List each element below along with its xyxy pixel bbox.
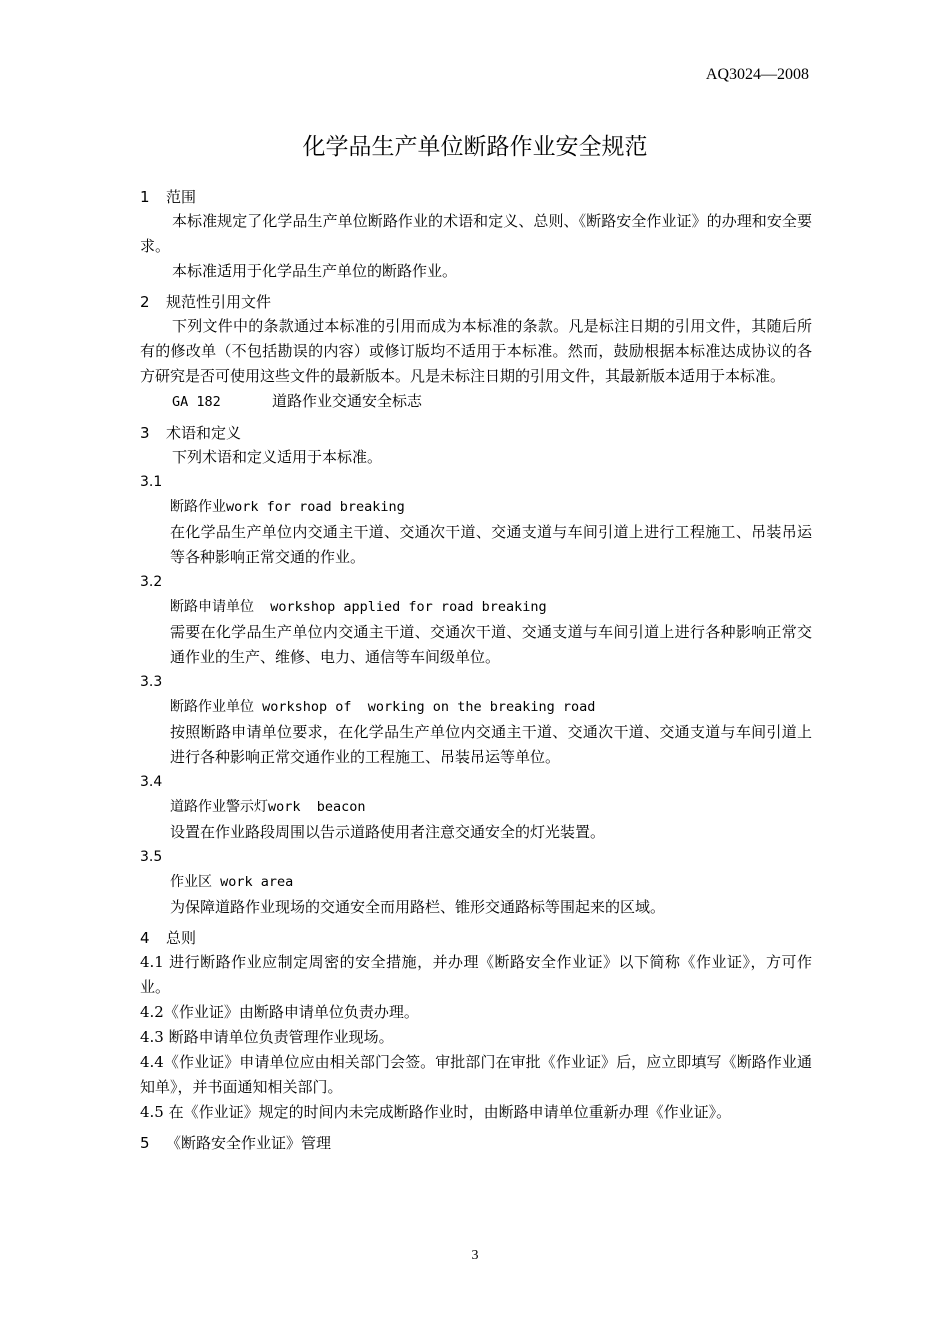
section-5-heading [140, 1131, 812, 1155]
document-body [140, 185, 812, 1155]
term-definition: 按照断路申请单位要求，在化学品生产单位内交通主干道、交通次干道、交通支道与车间引道上进行各种影响正常交通作业的工程施工、吊装吊运等单位。 [170, 723, 812, 766]
paragraph: 本标准规定了化学品生产单位断路作业的术语和定义、总则、《断路安全作业证》的办理和安全要求。 [140, 212, 812, 255]
section-3-heading [140, 421, 812, 445]
term-en: work beacon [268, 799, 366, 815]
section-4-heading [140, 926, 812, 950]
term-entry [140, 495, 812, 520]
clause-item: 4.5 在《作业证》规定的时间内未完成断路作业时，由断路申请单位重新办理《作业证》。 [140, 1103, 732, 1121]
term-definition: 需要在化学品生产单位内交通主干道、交通次干道、交通支道与车间引道上进行各种影响正常交通作业的生产、维修、电力、通信等车间级单位。 [170, 623, 812, 666]
term-definition: 在化学品生产单位内交通主干道、交通次干道、交通支道与车间引道上进行工程施工、吊装吊运等各种影响正常交通的作业。 [170, 523, 812, 566]
term-number: 3.3 [140, 674, 163, 690]
clause-item: 4.3 断路申请单位负责管理作业现场。 [140, 1028, 394, 1046]
reference-code: GA 182 [172, 394, 221, 410]
paragraph: 下列术语和定义适用于本标准。 [172, 448, 383, 466]
clause-item: 4.1 进行断路作业应制定周密的安全措施，并办理《断路安全作业证》以下简称《作业证》，方可作业。 [140, 953, 812, 996]
term-number: 3.4 [140, 774, 163, 790]
term-zh: 断路作业单位 [170, 699, 254, 715]
section-number: 1 [140, 188, 150, 206]
term-entry [140, 695, 812, 720]
section-title: 《断路安全作业证》管理 [166, 1134, 332, 1152]
term-entry [140, 595, 812, 620]
term-en: workshop applied for road breaking [254, 599, 547, 615]
section-number: 3 [140, 424, 150, 442]
term-en: work area [212, 874, 294, 890]
term-definition: 设置在作业路段周围以告示道路使用者注意交通安全的灯光装置。 [170, 823, 606, 841]
term-en: workshop of working on the breaking road [254, 699, 596, 715]
term-zh: 道路作业警示灯 [170, 799, 268, 815]
section-title: 术语和定义 [166, 424, 242, 442]
paragraph: 本标准适用于化学品生产单位的断路作业。 [172, 262, 458, 280]
clause-item: 4.4《作业证》申请单位应由相关部门会签。审批部门在审批《作业证》后，应立即填写《断路作业通知单》，并书面通知相关部门。 [140, 1053, 812, 1096]
section-2-heading [140, 290, 812, 314]
term-entry [140, 795, 812, 820]
term-definition: 为保障道路作业现场的交通安全而用路栏、锥形交通路标等围起来的区域。 [170, 898, 666, 916]
term-number: 3.1 [140, 474, 163, 490]
section-number: 4 [140, 929, 150, 947]
term-zh: 断路作业 [170, 499, 226, 515]
section-number: 2 [140, 293, 150, 311]
document-title: 化学品生产单位断路作业安全规范 [302, 134, 648, 160]
term-zh: 作业区 [170, 874, 212, 890]
normative-reference [140, 389, 812, 415]
term-zh: 断路申请单位 [170, 599, 254, 615]
section-title: 总则 [166, 929, 197, 947]
standard-code: AQ3024—2008 [705, 66, 809, 83]
term-entry [140, 870, 812, 895]
term-number: 3.5 [140, 849, 163, 865]
section-1-heading [140, 185, 812, 209]
section-title: 规范性引用文件 [166, 293, 272, 311]
term-number: 3.2 [140, 574, 163, 590]
reference-title: 道路作业交通安全标志 [272, 392, 423, 410]
paragraph: 下列文件中的条款通过本标准的引用而成为本标准的条款。凡是标注日期的引用文件，其随后所有的修改单（不包括勘误的内容）或修订版均不适用于本标准。然而，鼓励根据本标准达成协议的各方研究是否可使用这些文件的最新版本。凡是未标注日期的引用文件，其最新版本适用于本标准。 [140, 317, 812, 385]
clause-item: 4.2《作业证》由断路申请单位负责办理。 [140, 1003, 419, 1021]
term-en: work for road breaking [226, 499, 405, 515]
section-number: 5 [140, 1134, 150, 1152]
page-number: 3 [471, 1248, 479, 1263]
section-title: 范围 [166, 188, 197, 206]
